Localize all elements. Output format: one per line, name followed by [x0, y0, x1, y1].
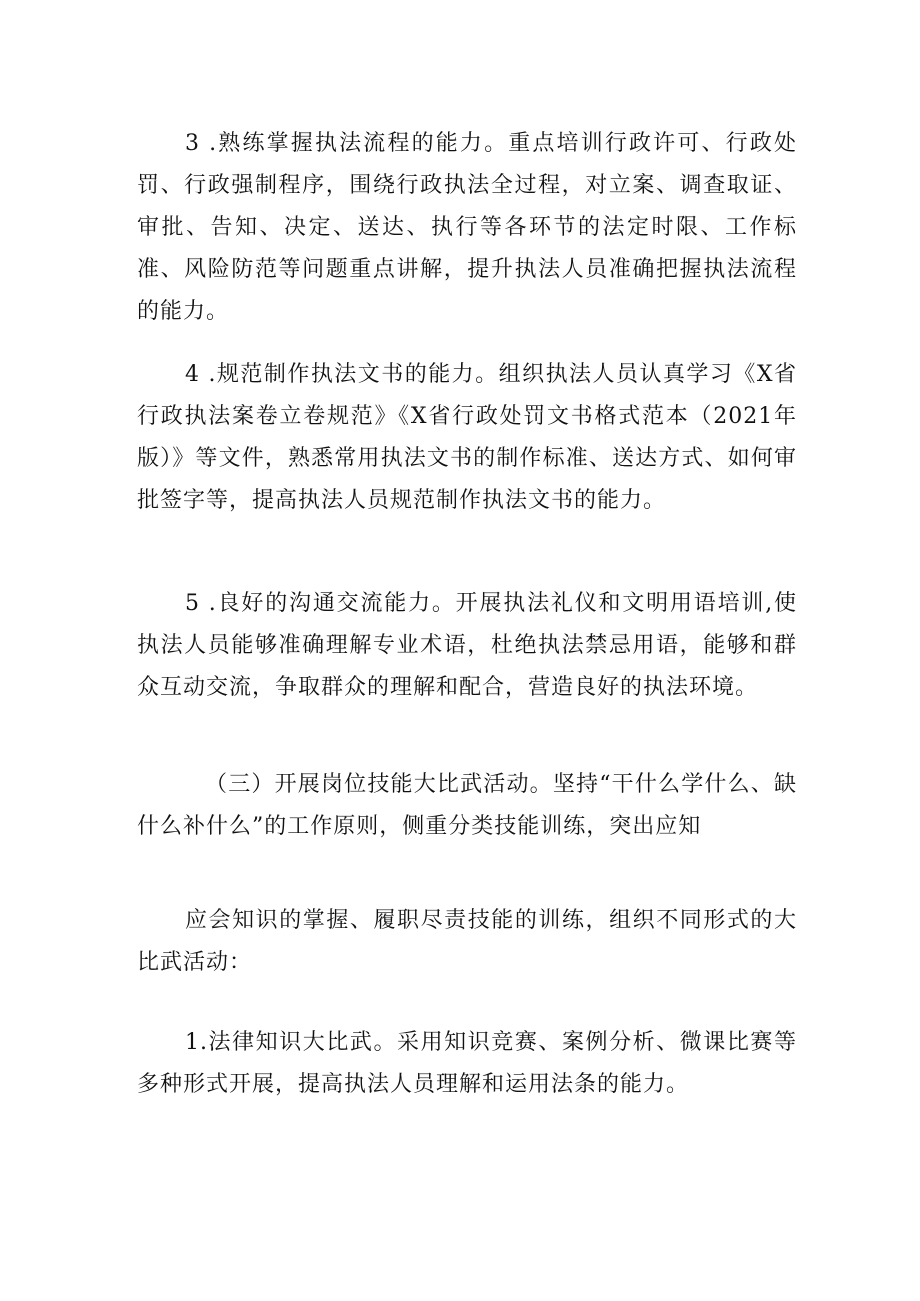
- paragraph-competition-continued: 应会知识的掌握、履职尽责技能的训练，组织不同形式的大比武活动：: [137, 908, 797, 975]
- paragraph-4-legal-documents: 4 .规范制作执法文书的能力。组织执法人员认真学习《X省行政执法案卷立卷规范》《X省行政处罚文书格式范本（2021年版）》等文件，熟悉常用执法文书的制作标准、送达方式、如何审批签字等，提高执法人员规范制作执法文书的能力。: [137, 362, 797, 513]
- paragraph-5-communication: 5 .良好的沟通交流能力。开展执法礼仪和文明用语培训,使执法人员能够准确理解专业术语，杜绝执法禁忌用语，能够和群众互动交流，争取群众的理解和配合，营造良好的执法环境。: [137, 591, 797, 700]
- paragraph-1-legal-knowledge-competition: 1.法律知识大比武。采用知识竞赛、案例分析、微课比赛等多种形式开展，提高执法人员理解和运用法条的能力。: [137, 1030, 797, 1097]
- section-3-skills-competition: （三）开展岗位技能大比武活动。坚持“干什么学什么、缺什么补什么”的工作原则，侧重分类技能训练，突出应知: [137, 772, 797, 839]
- paragraph-3-execution-process: 3 .熟练掌握执法流程的能力。重点培训行政许可、行政处罚、行政强制程序，围绕行政执法全过程，对立案、调查取证、审批、告知、决定、送达、执行等各环节的法定时限、工作标准、风险防范等问题重点讲解，提升执法人员准确把握执法流程的能力。: [137, 131, 797, 324]
